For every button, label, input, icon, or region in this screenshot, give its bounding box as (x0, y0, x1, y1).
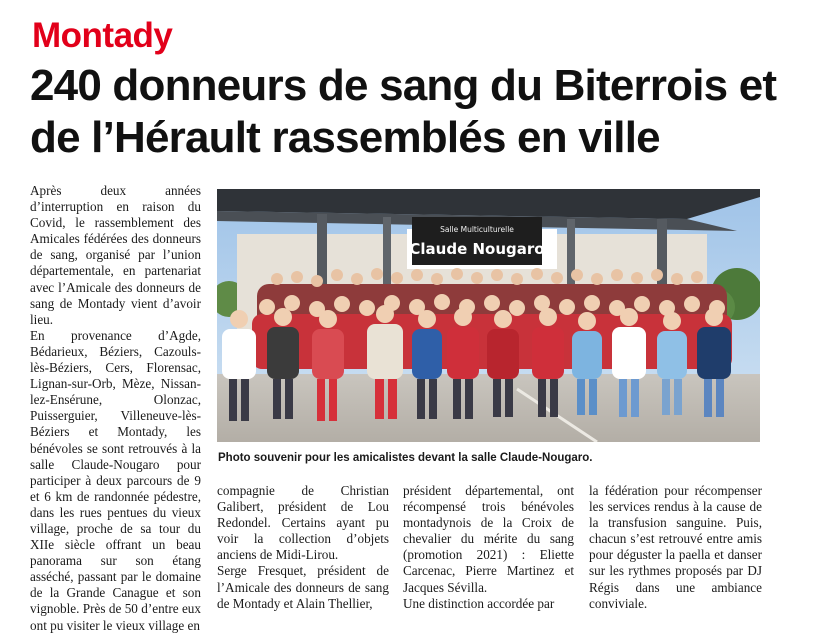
paragraph: président départemental, ont récompensé trois bénévoles montadynois de la Croix de chevalier du mérite du sang (promotion 2021) : Eliette Carcenac, Pierre Martinez et Jacques Sévilla. (403, 483, 574, 595)
sign-small-text: Salle Multiculturelle (440, 225, 514, 234)
photo-caption: Photo souvenir pour les amicalistes devant la salle Claude-Nougaro. (218, 452, 593, 464)
paragraph: compagnie de Christian Galibert, président de Lou Redondel. Certains ayant pu voir la collection d’objets anciens de Midi-Lirou. (217, 483, 389, 563)
article-column-4 (589, 483, 762, 612)
photo-illustration (217, 189, 760, 442)
paragraph: Après deux années d’interruption en raison du Covid, le rassemblement des Amicales fédérées des donneurs de sang, organisé par l’union départementale, en partenariat avec l’Amicale des donneurs de sang de Montady vient d’avoir lieu. (30, 183, 201, 327)
article-column-1 (30, 183, 201, 634)
section-kicker: Montady (32, 16, 173, 55)
paragraph: la fédération pour récompenser les services rendus à la cause de la transfusion sanguine. Puis, chacun s’est retrouvé entre amis pour déguster la paella et danser sur les rythmes proposés par DJ Régis dans une ambiance conviviale. (589, 483, 762, 611)
article-headline: 240 donneurs de sang du Biterrois et de l’Hérault rassemblés en ville (30, 61, 777, 162)
paragraph: Une distinction accordée par (403, 595, 555, 611)
paragraph: En provenance d’Agde, Bédarieux, Béziers, Cazouls-lès-Béziers, Cers, Florensac, Lignan-sur-Orb, Mèze, Nissan-lez-Ensérune, Olonzac, Puisserguier, Villeneuve-lès-Béziers et Montady, les bénévoles se sont retrouvés à la salle Claude-Nougaro pour participer à deux parcours de 9 et 6 km de randonnée pédestre, dans les rues pentues du vieux village, proche de sa tour du XIIe siècle offrant un beau panorama sur son étang asséché, passant par le domaine de la Grande Canague et son vignoble. Près de 50 d’entre eux ont pu visiter le vieux village en (30, 327, 201, 633)
group-photo (217, 189, 760, 442)
article-column-2 (217, 483, 389, 612)
article-column-3 (403, 483, 574, 612)
paragraph: Serge Fresquet, président de l’Amicale des donneurs de sang de Montady et Alain Thellier, (217, 563, 389, 611)
sign-large-text: Claude Nougaro (409, 240, 545, 258)
